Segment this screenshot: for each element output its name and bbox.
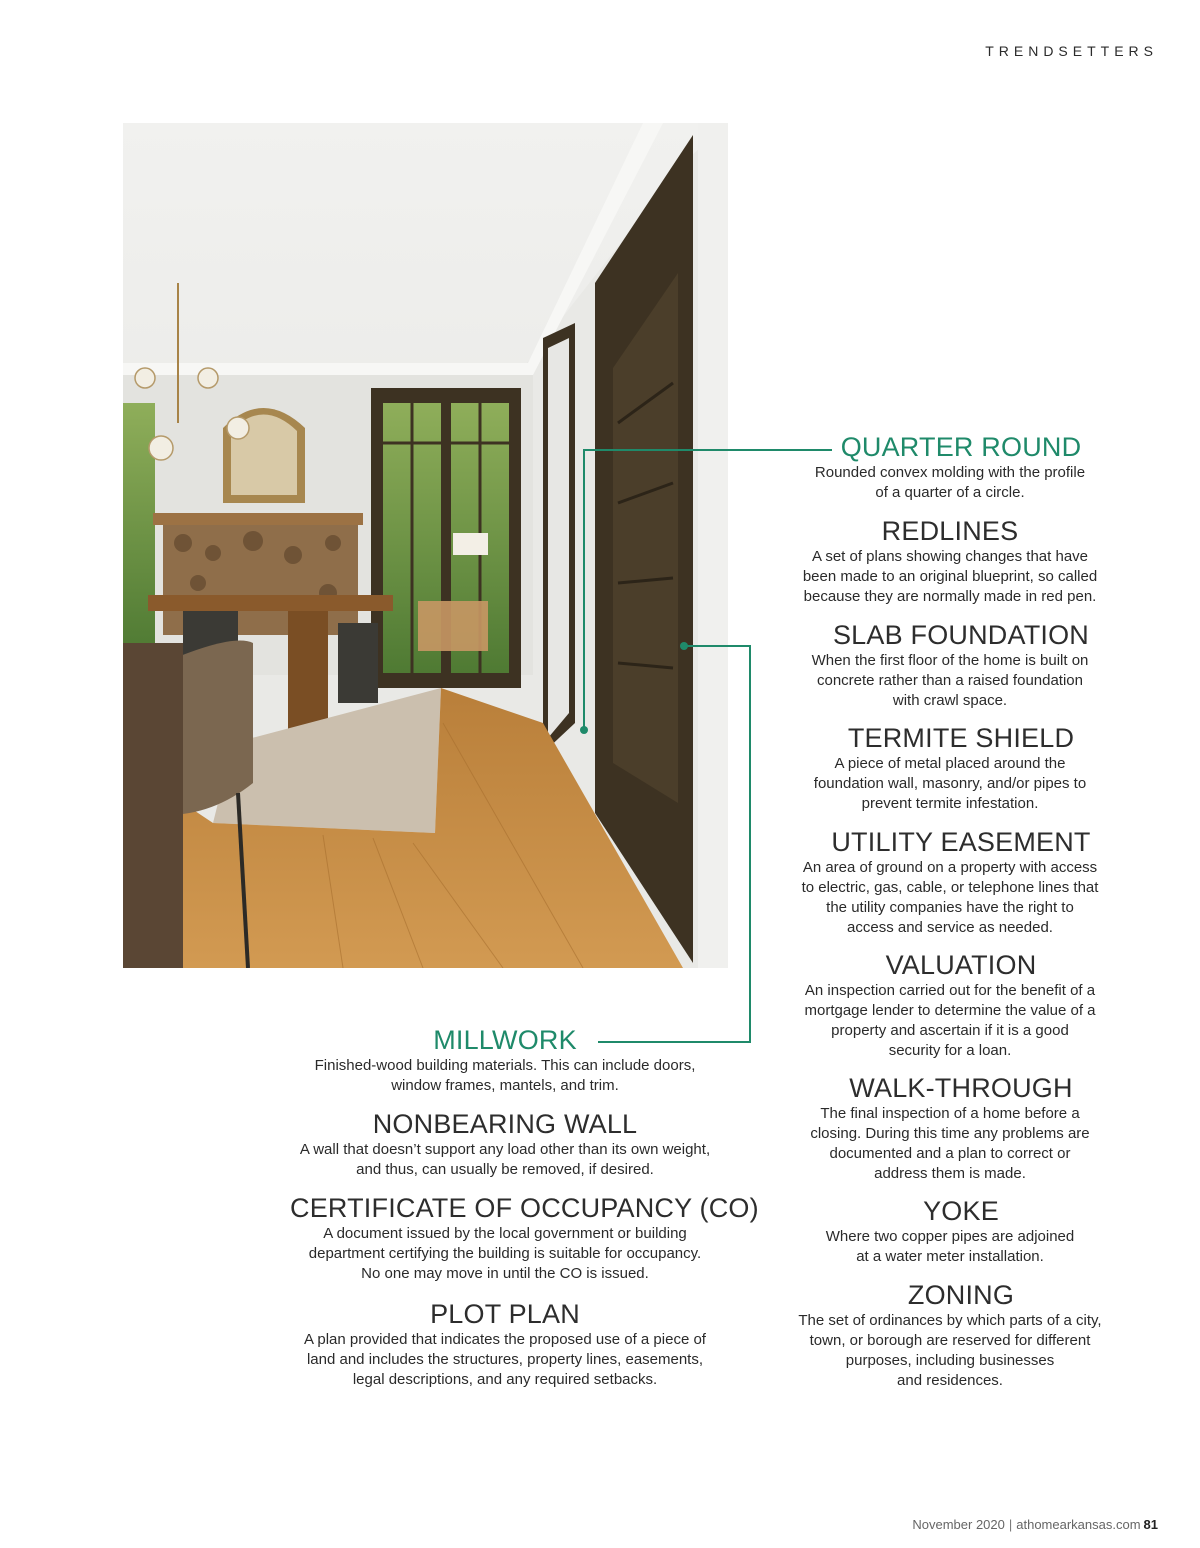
- definition: An inspection carried out for the benefit of a mortgage lender to determine the value of a property and ascertain if it is a good security for a loan.: [804, 982, 1096, 1059]
- definition: A plan provided that indicates the proposed use of a piece of land and includes the structures, property lines, easements, legal descriptions, and any required setbacks.: [304, 1331, 706, 1388]
- definition: Where two copper pipes are adjoined at a water meter installation.: [825, 1228, 1075, 1265]
- term-plot-plan: PLOT PLAN: [430, 1299, 580, 1329]
- entry-quarter-round: [790, 432, 1110, 503]
- definition: A wall that doesn’t support any load other than its own weight, and thus, can usually be removed, if desired.: [299, 1141, 711, 1178]
- definition: Finished-wood building materials. This can include doors, window frames, mantels, and trim.: [314, 1057, 696, 1094]
- definition: When the first floor of the home is built on concrete rather than a raised foundation with crawl space.: [811, 652, 1089, 709]
- entry-nonbearing-wall: [280, 1109, 730, 1180]
- dining-room-photo: [123, 123, 728, 968]
- entry-zoning: [790, 1280, 1110, 1391]
- entry-termite-shield: [790, 723, 1110, 814]
- entry-millwork: [280, 1025, 730, 1096]
- entry-walk-through: [790, 1073, 1110, 1184]
- definition: A set of plans showing changes that have been made to an original blueprint, so called because they are normally made in red pen.: [802, 548, 1098, 605]
- definition: An area of ground on a property with access to electric, gas, cable, or telephone lines that the utility companies have the right to access and service as needed.: [801, 859, 1099, 936]
- page-number: 81: [1143, 1517, 1158, 1532]
- definition: A document issued by the local government or building department certifying the building is suitable for occupancy. No one may move in until the CO is issued.: [308, 1225, 702, 1282]
- term-redlines: REDLINES: [881, 516, 1019, 546]
- entry-valuation: [790, 950, 1110, 1061]
- term-quarter-round: QUARTER ROUND: [840, 432, 1082, 462]
- term-millwork: MILLWORK: [433, 1025, 577, 1055]
- term-yoke: YOKE: [923, 1196, 999, 1226]
- footer-date: November 2020: [912, 1517, 1005, 1532]
- definition: The set of ordinances by which parts of a city, town, or borough are reserved for different purposes, including businesses and residences.: [798, 1312, 1102, 1389]
- footer-site: athomearkansas.com: [1016, 1517, 1141, 1532]
- definition: The final inspection of a home before a closing. During this time any problems are documented and a plan to correct or address them is made.: [810, 1105, 1090, 1182]
- entry-slab-foundation: [790, 620, 1110, 711]
- definition: A piece of metal placed around the foundation wall, masonry, and/or pipes to prevent termite infestation.: [813, 755, 1087, 812]
- entry-certificate-of-occupancy: [280, 1193, 759, 1284]
- term-walk-through: WALK-THROUGH: [849, 1073, 1073, 1103]
- entry-utility-easement: [790, 827, 1110, 938]
- entry-yoke: [790, 1196, 1110, 1267]
- term-slab-foundation: SLAB FOUNDATION: [832, 620, 1090, 650]
- page-footer: November 2020 | athomearkansas.com 81: [912, 1517, 1158, 1532]
- term-certificate-of-occupancy: CERTIFICATE OF OCCUPANCY (CO): [290, 1193, 759, 1223]
- term-termite-shield: TERMITE SHIELD: [847, 723, 1075, 753]
- entry-redlines: [790, 516, 1110, 607]
- entry-plot-plan: [280, 1299, 730, 1390]
- definition: Rounded convex molding with the profile of a quarter of a circle.: [814, 464, 1086, 501]
- term-nonbearing-wall: NONBEARING WALL: [372, 1109, 638, 1139]
- section-label: TRENDSETTERS: [985, 43, 1158, 59]
- term-utility-easement: UTILITY EASEMENT: [831, 827, 1091, 857]
- term-zoning: ZONING: [907, 1280, 1015, 1310]
- term-valuation: VALUATION: [885, 950, 1037, 980]
